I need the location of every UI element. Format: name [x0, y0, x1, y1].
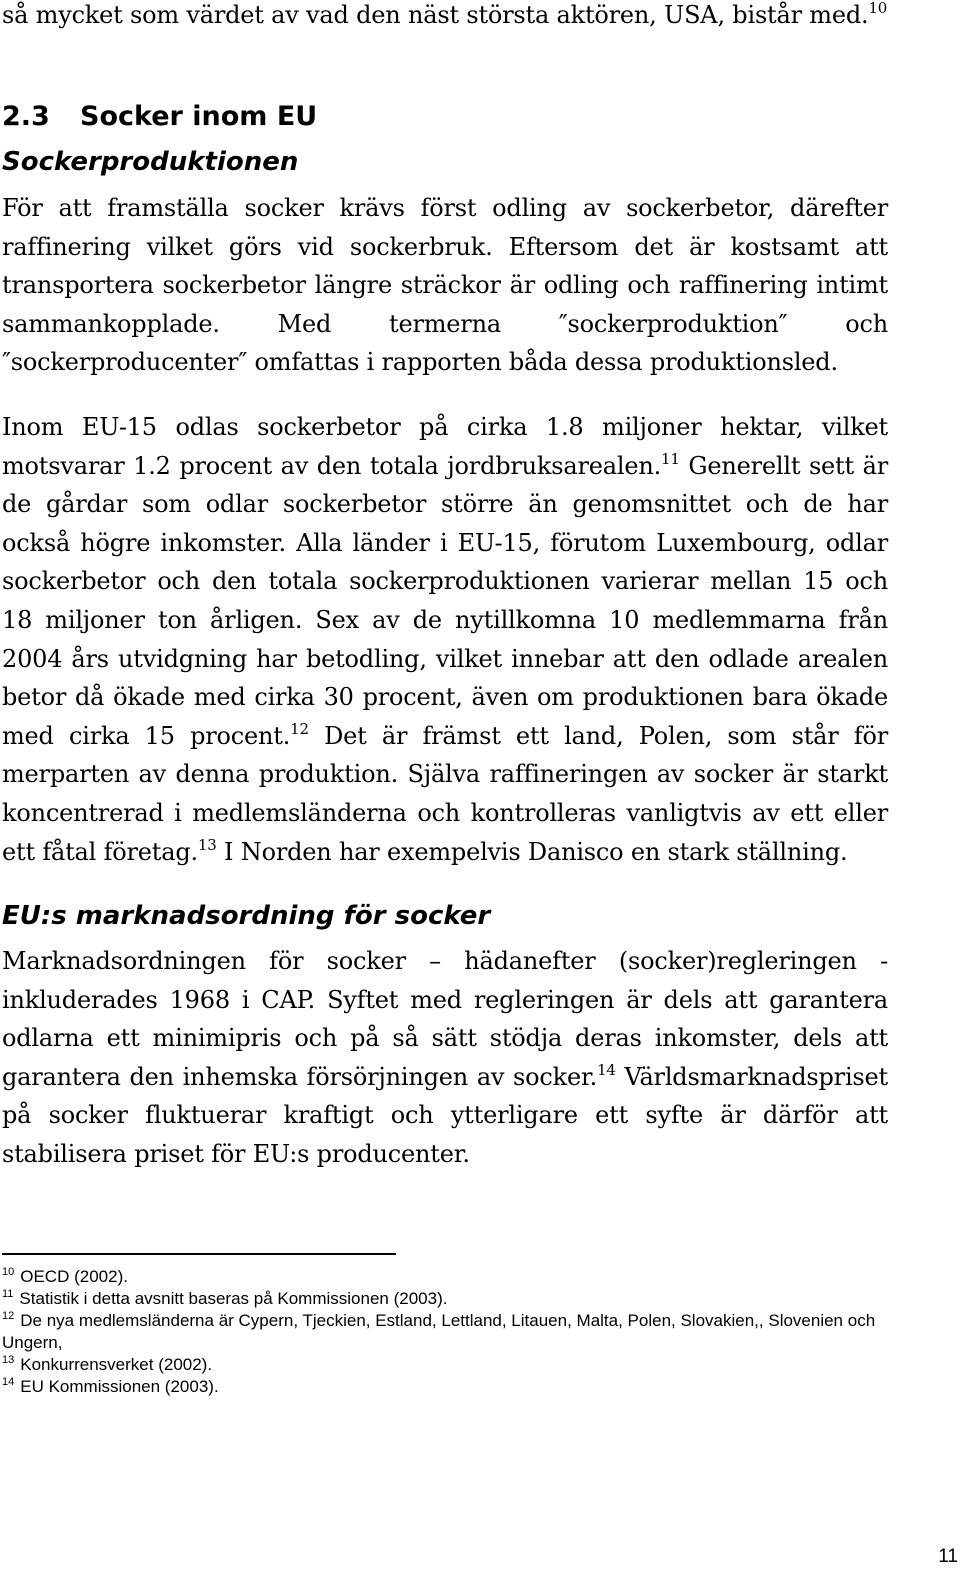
footnote-14 [2, 1376, 892, 1398]
footnote-number: 13 [2, 1354, 15, 1366]
paragraph-part: I Norden har exempelvis Danisco en stark ställning. [216, 837, 848, 866]
footnote-10 [2, 1266, 892, 1288]
footnote-text: De nya medlemsländerna är Cypern, Tjeckien, Estland, Lettland, Litauen, Malta, Polen, Slovakien,, Slovenien och Ungern, [2, 1311, 876, 1352]
paragraph-sockerproduktion-2 [2, 408, 888, 871]
paragraph-part: Världsmarknadspriset på socker fluktuerar kraftigt och ytterligare ett syfte är därför att stabilisera priset för EU:s producenter. [2, 1062, 888, 1168]
paragraph-part: Inom EU-15 odlas sockerbetor på cirka 1.8 miljoner hektar, vilket motsvarar 1.2 procent av den totala jordbruksarealen. [2, 413, 888, 480]
paragraph-top-text: så mycket som värdet av vad den näst största aktören, USA, bistår med. [2, 1, 869, 29]
footnote-text: OECD (2002). [20, 1267, 128, 1286]
section-number: 2.3 [2, 101, 50, 132]
footnote-ref-13[interactable]: 13 [197, 835, 217, 854]
footnote-text: Statistik i detta avsnitt baseras på Kommissionen (2003). [19, 1289, 448, 1308]
footnote-ref-12[interactable]: 12 [290, 719, 309, 738]
footnote-11 [2, 1288, 892, 1310]
section-heading [2, 100, 317, 134]
footnote-number: 14 [2, 1376, 15, 1388]
paragraph-top [2, 0, 888, 35]
paragraph-part: Det är främst ett land, Polen, som står för merparten av denna produktion. Själva raffineringen av socker är starkt koncentrerad i medlemsländerna och kontrolleras vanligtvis av ett eller ett fåtal företag. [2, 721, 888, 866]
footnote-ref-14[interactable]: 14 [597, 1060, 616, 1079]
footnote-12 [2, 1310, 892, 1354]
footnote-text: EU Kommissionen (2003). [20, 1377, 219, 1396]
footnote-ref-11[interactable]: 11 [661, 449, 680, 468]
paragraph-part: Marknadsordningen för socker – hädanefter (socker)regleringen - inkluderades 1968 i CAP. Syftet med regleringen är dels att garantera odlarna ett minimipris och på så sätt stödja deras inkomster, dels att garantera den inhemska försörjningen av socker. [2, 947, 888, 1091]
footnote-separator [2, 1253, 396, 1255]
paragraph-marknadsordning [2, 942, 888, 1174]
footnote-number: 11 [2, 1288, 14, 1300]
page-number: 11 [938, 1546, 958, 1567]
footnote-13 [2, 1354, 892, 1376]
footnotes [2, 1266, 892, 1398]
section-title: Socker inom EU [80, 101, 318, 132]
footnote-number: 12 [2, 1310, 15, 1322]
footnote-text: Konkurrensverket (2002). [20, 1355, 213, 1374]
subsection-heading-sockerproduktionen: Sockerproduktionen [2, 147, 299, 177]
footnote-number: 10 [2, 1266, 15, 1278]
subsection-heading-marknadsordning: EU:s marknadsordning för socker [2, 901, 491, 931]
footnote-ref-10[interactable]: 10 [868, 0, 888, 17]
paragraph-sockerproduktion-1: För att framställa socker krävs först odling av sockerbetor, därefter raffinering vilket görs vid sockerbruk. Eftersom det är kostsamt att transportera sockerbetor längre sträckor är odling och raffinering intimt sammankopplade. Med termerna ″sockerproduktion″ och ″sockerproducenter″ omfattas i rapporten båda dessa produktionsled. [2, 194, 888, 377]
paragraph-part: Generellt sett är de gårdar som odlar sockerbetor större än genomsnittet och de har också högre inkomster. Alla länder i EU-15, förutom Luxembourg, odlar sockerbetor och den totala sockerproduktionen varierar mellan 15 och 18 miljoner ton årligen. Sex av de nytillkomna 10 medlemmarna från 2004 års utvidgning har betodling, vilket innebar att den odlade arealen betor då ökade med cirka 30 procent, även om produktionen bara ökade med cirka 15 procent. [2, 451, 888, 750]
